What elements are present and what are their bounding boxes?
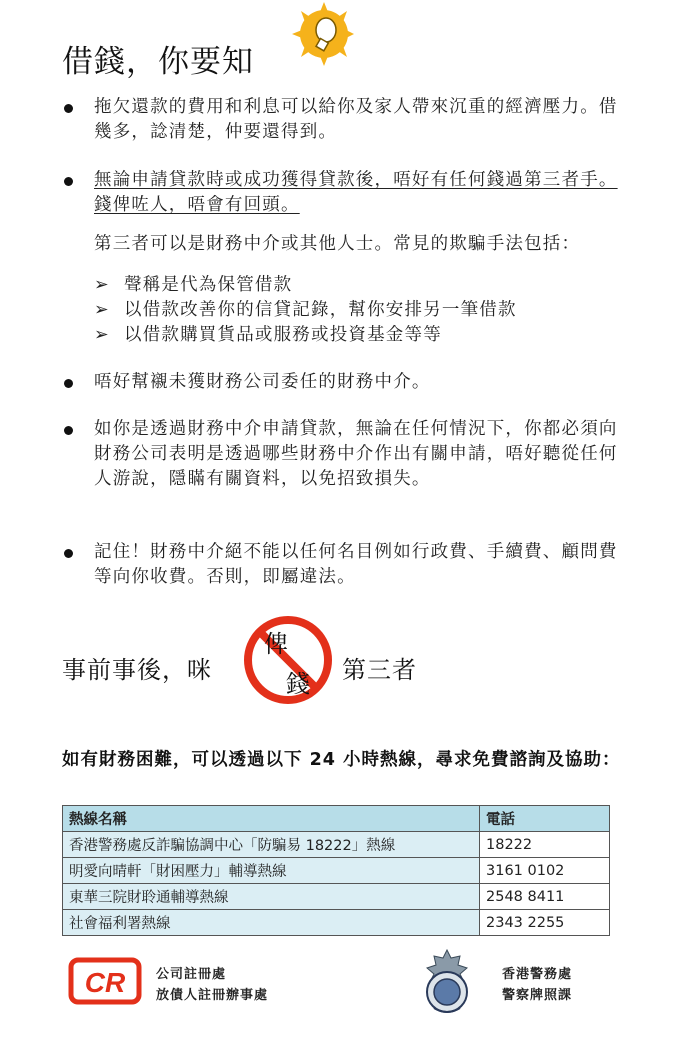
table-row [63,884,610,910]
no-sign-icon [240,612,336,708]
arrow-bullet-icon: ➢ [94,275,110,295]
page-title: 借錢，你要知 [62,44,254,80]
arrow-bullet-icon: ➢ [94,325,110,345]
bullet-item: 拖欠還款的費用和利息可以給你及家人帶來沉重的經濟壓力。借幾多，諗清楚，仲要還得到。 [58,95,618,145]
no-sign-top-char: 俾 [264,630,288,658]
arrow-bullet-icon: ➢ [94,300,110,320]
bullet-dot-icon [64,426,73,435]
hotline-phone: 2548 8411 [480,884,610,910]
cr-logo [68,957,142,1005]
lightbulb-icon [290,2,354,72]
hotline-phone: 2343 2255 [480,910,610,936]
bullet-dot-icon [64,379,73,388]
hotline-name: 東華三院財聆通輔導熱線 [63,884,480,910]
cr-office-name: 公司註冊處 放債人註冊辦事處 [156,967,269,1003]
hotline-phone: 18222 [480,832,610,858]
slogan-left: 事前事後，咪 [62,656,212,684]
hotline-phone: 3161 0102 [480,858,610,884]
police-office-name: 香港警務處 警察牌照課 [502,967,573,1003]
bullet-item: 記住！財務中介絕不能以任何名目例如行政費、手續費、顧問費等向你收費。否則，即屬違法。 [58,540,618,590]
bullet-item: 如你是透過財務中介申請貸款，無論在任何情況下，你都必須向財務公司表明是透過哪些財務中介作出有關申請，唔好聽從任何人游說，隱瞞有關資料，以免招致損失。 [58,417,618,492]
hotline-name: 香港警務處反詐騙協調中心「防騙易 18222」熱線 [63,832,480,858]
column-header-name: 熱線名稱 [63,806,480,832]
slogan-right: 第三者 [342,656,417,684]
table-row [63,832,610,858]
police-emblem [414,948,480,1018]
bullet-dot-icon [64,177,73,186]
sub-list-item: ➢ 聲稱是代為保管借款 [94,273,292,298]
bullet-item: 唔好幫襯未獲財務公司委任的財務中介。 [58,370,618,395]
table-header-row [63,806,610,832]
hotline-name: 明愛向晴軒「財困壓力」輔導熱線 [63,858,480,884]
no-sign-bottom-char: 錢 [286,670,310,698]
table-row [63,910,610,936]
hotline-name: 社會福利署熱線 [63,910,480,936]
sub-list-item: ➢ 以借款購買貨品或服務或投資基金等等 [94,323,442,348]
bullet-item: 無論申請貸款時或成功獲得貸款後，唔好有任何錢過第三者手。錢俾咗人，唔會有回頭。 [58,168,618,218]
svg-text:CR: CR [84,967,126,998]
bullet-dot-icon [64,549,73,558]
bullet-dot-icon [64,104,73,113]
hotline-table [62,805,610,936]
column-header-phone: 電話 [480,806,610,832]
table-row [63,858,610,884]
hotline-title: 如有財務困難，可以透過以下 24 小時熱線，尋求免費諮詢及協助： [62,750,621,770]
sub-list-item: ➢ 以借款改善你的信貸記錄，幫你安排另一筆借款 [94,298,517,323]
third-party-intro: 第三者可以是財務中介或其他人士。常見的欺騙手法包括： [94,234,581,254]
